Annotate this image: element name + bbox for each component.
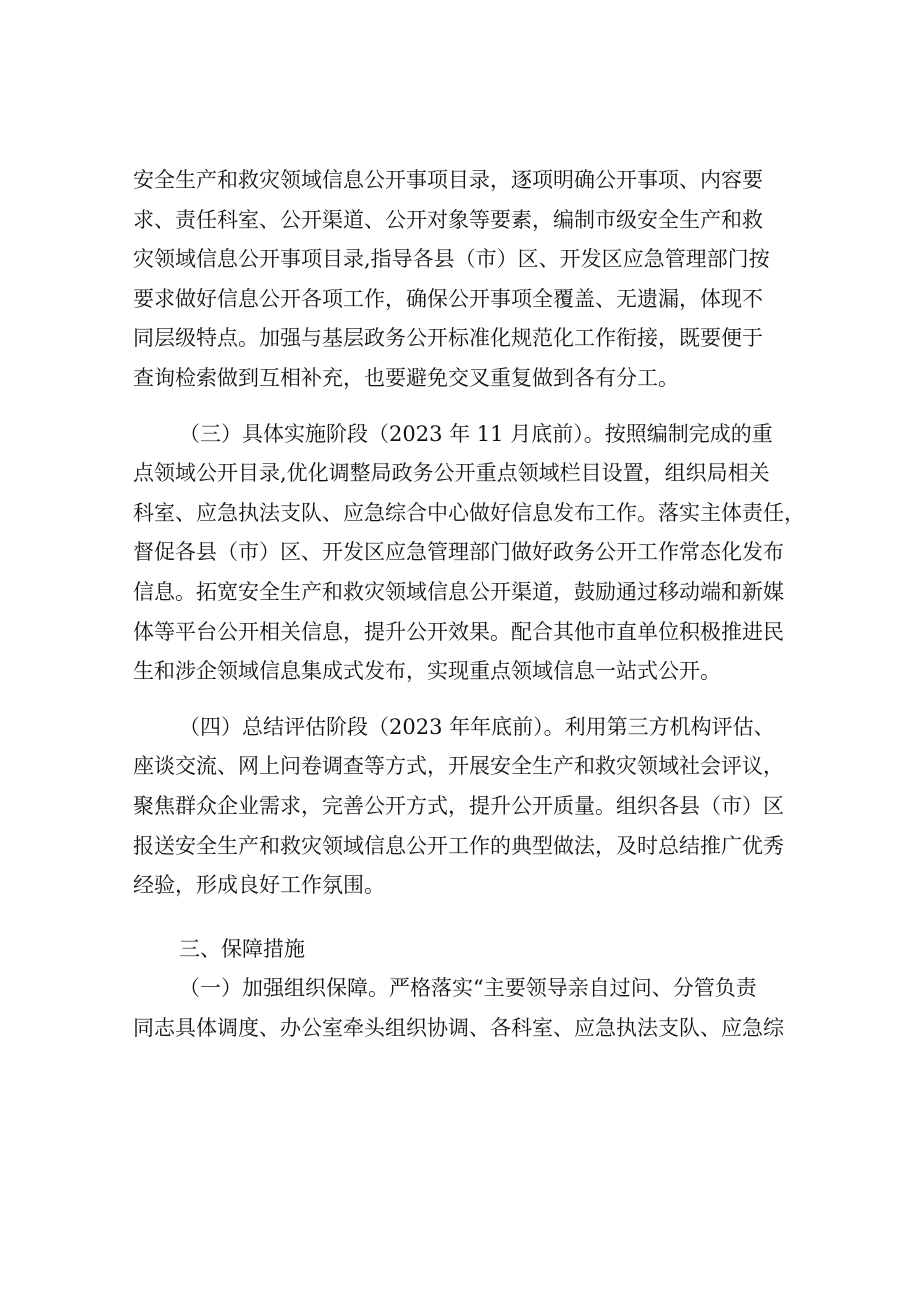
text-line: 查询检索做到互相补充，也要避免交叉重复做到各有分工。 — [133, 365, 679, 390]
text-line: 点领域公开目录,优化调整局政务公开重点领域栏目设置，组织局相关 — [133, 461, 770, 486]
text-line: （三）具体实施阶段（2023 年 11 月底前）。按照编制完成的重 — [179, 421, 773, 446]
text-line: 灾领域信息公开事项目录,指导各县（市）区、开发区应急管理部门按 — [133, 247, 770, 272]
text-line: 信息。拓宽安全生产和救灾领域信息公开渠道，鼓励通过移动端和新媒 — [133, 579, 784, 604]
text-line: 要求做好信息公开各项工作，确保公开事项全覆盖、无遗漏，体现不 — [133, 286, 763, 311]
text-line: 报送安全生产和救灾领域信息公开工作的典型做法，及时总结推广优秀 — [133, 833, 784, 858]
text-line: 同志具体调度、办公室牵头组织协调、各科室、应急执法支队、应急综 — [133, 1015, 784, 1040]
text-line: 安全生产和救灾领域信息公开事项目录，逐项明确公开事项、内容要 — [133, 168, 763, 192]
section-heading: 三、保障措施 — [179, 936, 305, 961]
document-body — [133, 161, 813, 1048]
text-line: （四）总结评估阶段（2023 年年底前）。利用第三方机构评估、 — [179, 714, 775, 739]
text-line: 科室、应急执法支队、应急综合中心做好信息发布工作。落实主体责任， — [133, 500, 805, 525]
text-line: 求、责任科室、公开渠道、公开对象等要素，编制市级安全生产和救 — [133, 207, 763, 232]
text-line: 座谈交流、网上问卷调查等方式，开展安全生产和救灾领域社会评议， — [133, 754, 784, 779]
text-line: 聚焦群众企业需求，完善公开方式，提升公开质量。组织各县（市）区 — [133, 793, 784, 818]
text-line: 同层级特点。加强与基层政务公开标准化规范化工作衔接，既要便于 — [133, 326, 763, 351]
text-line: 体等平台公开相关信息，提升公开效果。配合其他市直单位积极推进民 — [133, 619, 784, 644]
text-line: 经验，形成良好工作氛围。 — [133, 873, 385, 898]
text-line: （一）加强组织保障。严格落实“主要领导亲自过问、分管负责 — [179, 976, 757, 1001]
section-safeguards — [133, 930, 813, 1049]
text-line: 生和涉企领域信息集成式发布，实现重点领域信息一站式公开。 — [133, 659, 721, 684]
paragraph-implementation-stage — [133, 415, 813, 692]
text-line: 督促各县（市）区、开发区应急管理部门做好政务公开工作常态化发布 — [133, 540, 784, 565]
paragraph-evaluation-stage — [133, 708, 813, 906]
paragraph-continued — [133, 161, 813, 399]
